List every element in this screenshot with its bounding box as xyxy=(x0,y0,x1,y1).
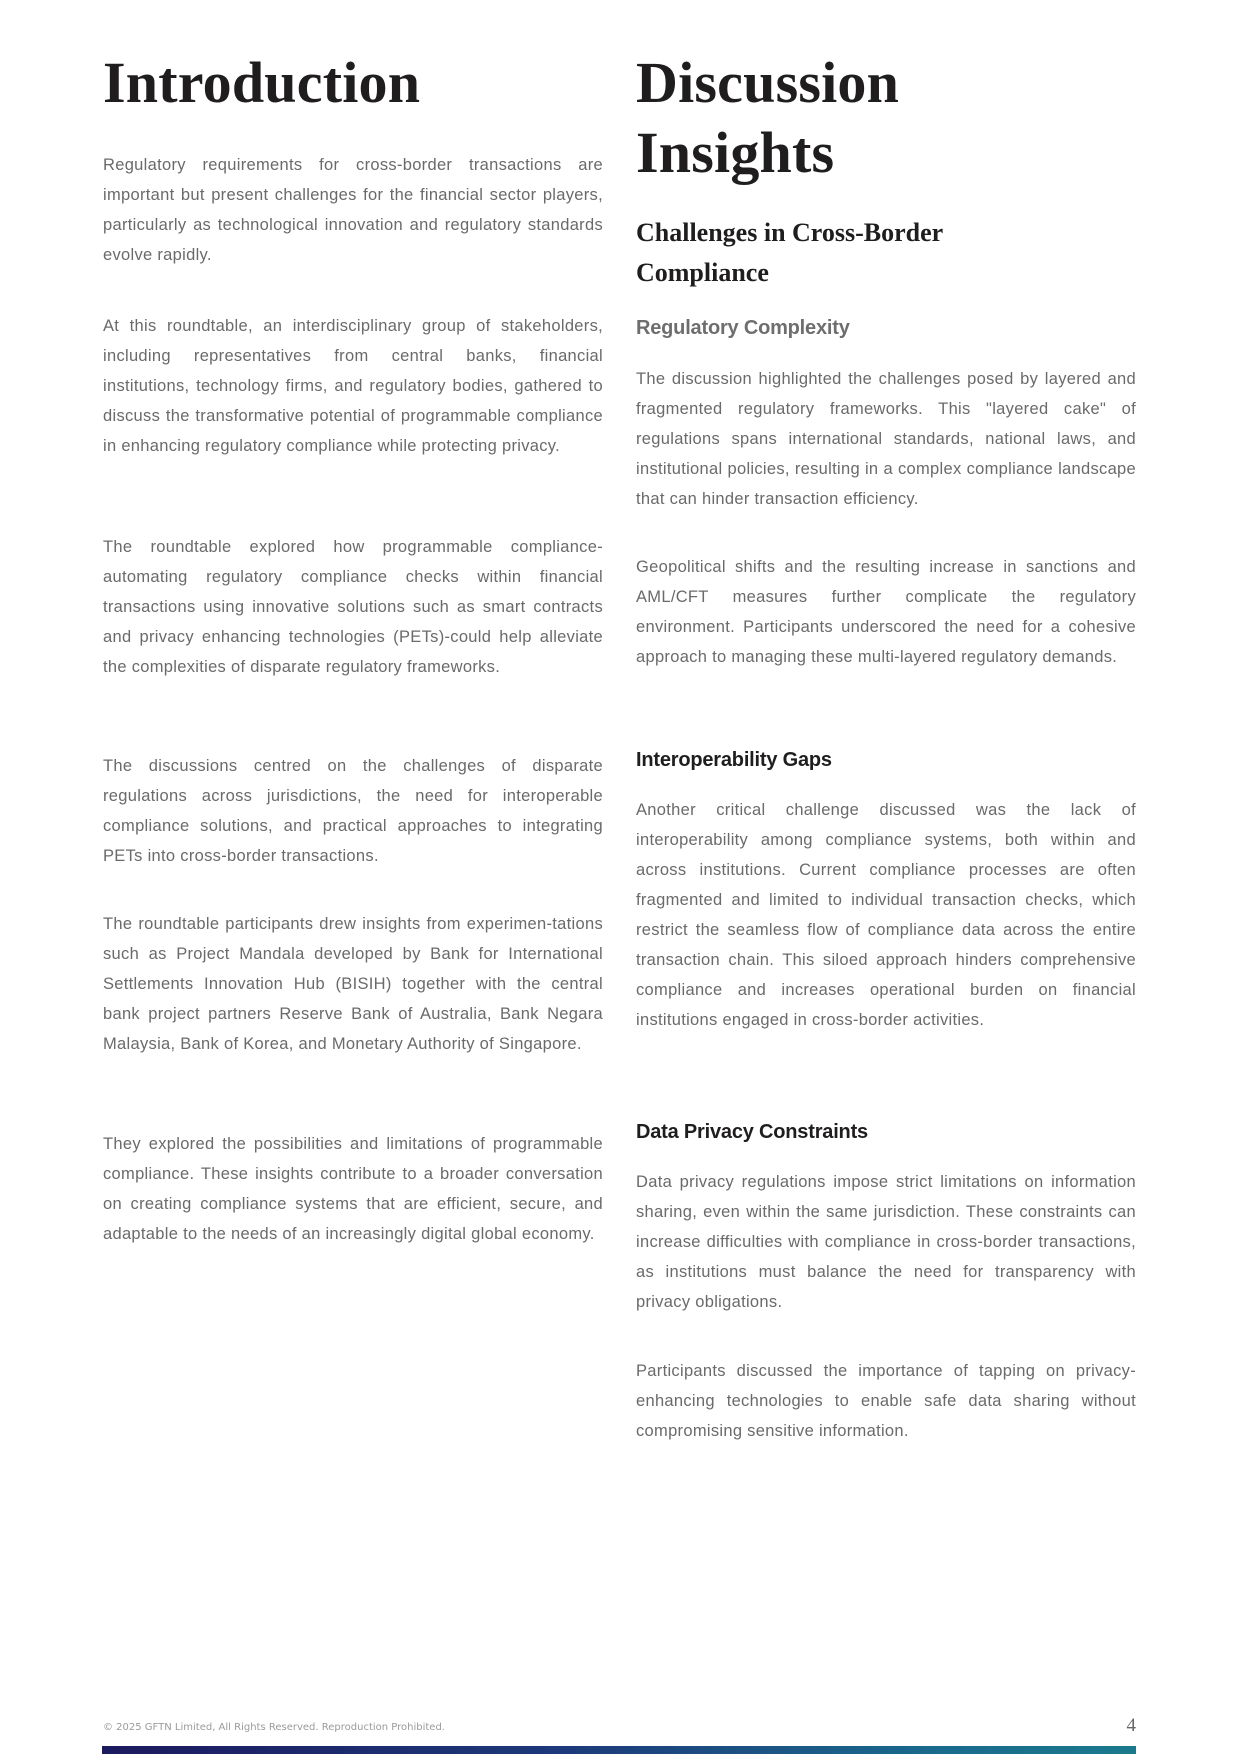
page-number: 4 xyxy=(1126,1715,1136,1736)
regulatory-complexity-paragraph-2: Geopolitical shifts and the resulting increase in sanctions and AML/CFT measures further complicate the regulatory environment. Participants underscored the need for a cohesive approach to managing these multi-layered regulatory demands. xyxy=(636,558,1136,666)
section-heading-data-privacy-constraints: Data Privacy Constraints xyxy=(636,1121,868,1143)
data-privacy-paragraph-1: Data privacy regulations impose strict limitations on information sharing, even within the same jurisdiction. These constraints can increase difficulties with compliance in cross-border transactions, as institutions must balance the need for transparency with privacy obligations. xyxy=(636,1173,1136,1311)
section-heading-regulatory-complexity: Regulatory Complexity xyxy=(636,317,850,339)
intro-paragraph-6: They explored the possibilities and limitations of programmable compliance. These insights contribute to a broader conversation on creating compliance systems that are efficient, secure, and adaptable to the needs of an increasingly digital global economy. xyxy=(103,1135,603,1243)
interoperability-gaps-paragraph-1: Another critical challenge discussed was the lack of interoperability among compliance systems, both within and across institutions. Current compliance processes are often fragmented and limited to individual transaction checks, which restrict the seamless flow of compliance data across the entire transaction chain. This siloed approach hinders comprehensive compliance and increases operational burden on financial institutions engaged in cross-border activities. xyxy=(636,801,1136,1029)
intro-paragraph-4: The discussions centred on the challenges of disparate regulations across jurisdictions, the need for interoperable compliance solutions, and practical approaches to integrating PETs into cross-border transactions. xyxy=(103,757,603,865)
discussion-title: Discussion Insights xyxy=(636,50,900,185)
regulatory-complexity-paragraph-1: The discussion highlighted the challenges posed by layered and fragmented regulatory frameworks. This "layered cake" of regulations spans international standards, national laws, and institutional policies, resulting in a complex compliance landscape that can hinder transaction efficiency. xyxy=(636,370,1136,508)
data-privacy-paragraph-2: Participants discussed the importance of tapping on privacy-enhancing technologies to enable safe data sharing without compromising sensitive information. xyxy=(636,1362,1136,1440)
footer-copyright: © 2025 GFTN Limited, All Rights Reserved. Reproduction Prohibited. xyxy=(103,1722,445,1733)
discussion-subtitle: Challenges in Cross-Border Compliance xyxy=(636,218,943,287)
intro-paragraph-5: The roundtable participants drew insights from experimen-tations such as Project Mandala developed by Bank for International Settlements Innovation Hub (BISIH) together with the central bank project partners Reserve Bank of Australia, Bank Negara Malaysia, Bank of Korea, and Monetary Authority of Singapore. xyxy=(103,915,603,1053)
introduction-title: Introduction xyxy=(103,50,421,115)
intro-paragraph-3: The roundtable explored how programmable compliance-automating regulatory compliance checks within financial transactions using innovative solutions such as smart contracts and privacy enhancing technologies (PETs)-could help alleviate the complexities of disparate regulatory frameworks. xyxy=(103,538,603,676)
intro-paragraph-2: At this roundtable, an interdisciplinary group of stakeholders, including representatives from central banks, financial institutions, technology firms, and regulatory bodies, gathered to discuss the transformative potential of programmable compliance in enhancing regulatory compliance while protecting privacy. xyxy=(103,317,603,455)
section-heading-interoperability-gaps: Interoperability Gaps xyxy=(636,749,832,771)
footer-gradient-bar xyxy=(102,1746,1136,1754)
intro-paragraph-1: Regulatory requirements for cross-border transactions are important but present challenges for the financial sector players, particularly as technological innovation and regulatory standards evolve rapidly. xyxy=(103,156,603,264)
